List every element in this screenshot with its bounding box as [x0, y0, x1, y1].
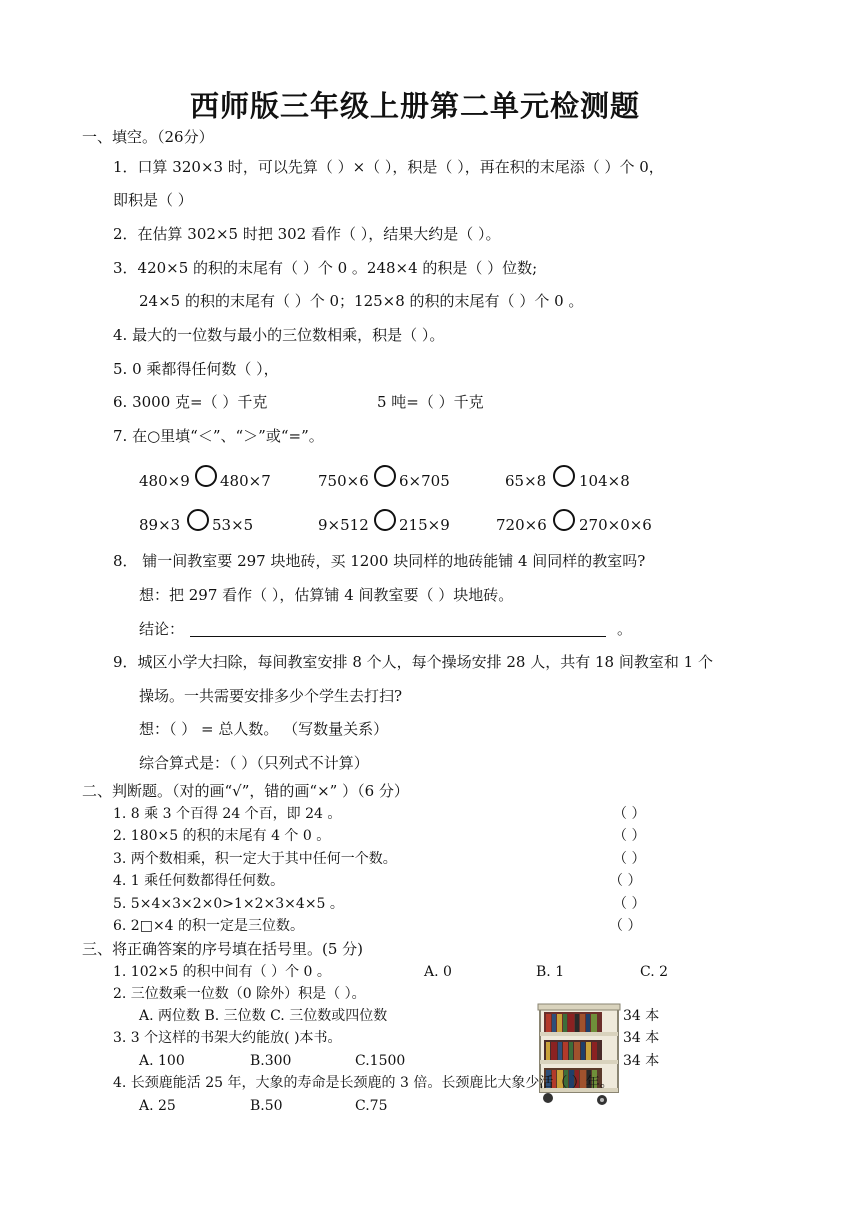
judge-bracket[interactable]: （ ） [613, 851, 646, 867]
q9-line1: 9．城区小学大扫除，每间教室安排 8 个人，每个操场安排 28 人，共有 18 间教室和 1 个 [113, 653, 713, 671]
judge-bracket[interactable]: （ ） [613, 896, 646, 912]
choice-q4-option-a: A. 25 [139, 1098, 176, 1114]
choice-q4-option-b: B.50 [250, 1098, 283, 1114]
compare-circle[interactable] [553, 509, 575, 531]
page-title: 西师版三年级上册第二单元检测题 [190, 89, 641, 123]
q3-line1: 3．420×5 的积的末尾有（ ）个 0 。248×4 的积是（ ）位数; [113, 259, 538, 277]
section3-heading: 三、将正确答案的序号填在括号里。(5 分) [82, 940, 364, 958]
q2: 2．在估算 302×5 时把 302 看作（ ），结果大约是（ ）。 [113, 225, 501, 243]
q6-part1: 6. 3000 克=（ ）千克 [113, 393, 268, 411]
judge-item: 6. 2□×4 的积一定是三位数。 [113, 918, 305, 934]
choice-q1: 1. 102×5 的积中间有（ ）个 0 。 [113, 964, 331, 980]
shelf-row-label: 34 本 [623, 1030, 660, 1046]
shelf-row-label: 34 本 [623, 1053, 660, 1069]
q9-think: 想：（ ） = 总人数。 （写数量关系） [139, 720, 389, 738]
choice-q1-option-c: C. 2 [640, 964, 669, 980]
judge-item: 4. 1 乘任何数都得任何数。 [113, 873, 285, 889]
judge-item: 5. 5×4×3×2×0>1×2×3×4×5 。 [113, 896, 344, 912]
choice-q2-options: A. 两位数 B. 三位数 C. 三位数或四位数 [139, 1008, 388, 1024]
q1-line2: 即积是（ ） [113, 191, 193, 209]
q8-answer-line[interactable] [190, 636, 606, 637]
judge-item: 3. 两个数相乘，积一定大于其中任何一个数。 [113, 851, 397, 867]
compare-left: 65×8 [505, 472, 547, 490]
compare-left: 89×3 [139, 516, 181, 534]
compare-right: 215×9 [399, 516, 450, 534]
compare-left: 720×6 [496, 516, 547, 534]
compare-left: 9×512 [318, 516, 369, 534]
choice-q3: 3. 3 个这样的书架大约能放( )本书。 [113, 1030, 342, 1046]
compare-right: 480×7 [220, 472, 271, 490]
judge-item: 2. 180×5 的积的末尾有 4 个 0 。 [113, 828, 331, 844]
compare-right: 104×8 [579, 472, 630, 490]
compare-circle[interactable] [374, 465, 396, 487]
compare-circle[interactable] [187, 509, 209, 531]
choice-q1-option-a: A. 0 [424, 964, 452, 980]
q1-line1: 1．口算 320×3 时，可以先算（ ）×（ ），积是（ ），再在积的末尾添（ ）个 0， [113, 158, 664, 176]
compare-circle[interactable] [374, 509, 396, 531]
q6-part2: 5 吨=（ ）千克 [377, 393, 484, 411]
choice-q2: 2. 三位数乘一位数（0 除外）积是（ ）。 [113, 986, 366, 1002]
judge-bracket[interactable]: （ ） [613, 806, 646, 822]
q3-line2: 24×5 的积的末尾有（ ）个 0；125×8 的积的末尾有（ ）个 0 。 [139, 292, 584, 310]
section1-heading: 一、填空。（26分） [82, 128, 214, 146]
q8-think: 想：把 297 看作（ ），估算铺 4 间教室要（ ）块地砖。 [139, 586, 514, 604]
compare-right: 6×705 [399, 472, 450, 490]
choice-q3-option-a: A. 100 [139, 1053, 185, 1069]
q4: 4. 最大的一位数与最小的三位数相乘，积是（ ）。 [113, 326, 445, 344]
choice-q3-option-c: C.1500 [355, 1053, 406, 1069]
judge-bracket[interactable]: （ ） [609, 873, 642, 889]
compare-circle[interactable] [195, 465, 217, 487]
q8: 8． 铺一间教室要 297 块地砖，买 1200 块同样的地砖能铺 4 间同样的教室吗? [113, 552, 646, 570]
q9-line2: 操场。一共需要安排多少个学生去打扫? [139, 687, 403, 705]
choice-q1-option-b: B. 1 [536, 964, 565, 980]
choice-q4: 4. 长颈鹿能活 25 年，大象的寿命是长颈鹿的 3 倍。长颈鹿比大象少活（ ）年。 [113, 1075, 614, 1091]
judge-item: 1. 8 乘 3 个百得 24 个百，即 24 。 [113, 806, 342, 822]
choice-q4-option-c: C.75 [355, 1098, 388, 1114]
choice-q3-option-b: B.300 [250, 1053, 292, 1069]
section2-heading: 二、判断题。（对的画“√”，错的画“×” ）（6 分） [82, 782, 409, 800]
judge-bracket[interactable]: （ ） [609, 918, 642, 934]
q5: 5. 0 乘都得任何数（ ）， [113, 360, 279, 378]
q8-conclusion-label: 结论： [139, 620, 185, 638]
q8-end-mark: 。 [617, 620, 633, 638]
compare-left: 480×9 [139, 472, 190, 490]
q9-formula: 综合算式是：（ ）（只列式不计算） [139, 754, 369, 772]
shelf-row-label: 34 本 [623, 1008, 660, 1024]
compare-circle[interactable] [553, 465, 575, 487]
compare-left: 750×6 [318, 472, 369, 490]
judge-bracket[interactable]: （ ） [613, 828, 646, 844]
compare-right: 270×0×6 [579, 516, 652, 534]
compare-right: 53×5 [212, 516, 254, 534]
q7: 7. 在○里填“＜”、“＞”或“=”。 [113, 427, 324, 445]
